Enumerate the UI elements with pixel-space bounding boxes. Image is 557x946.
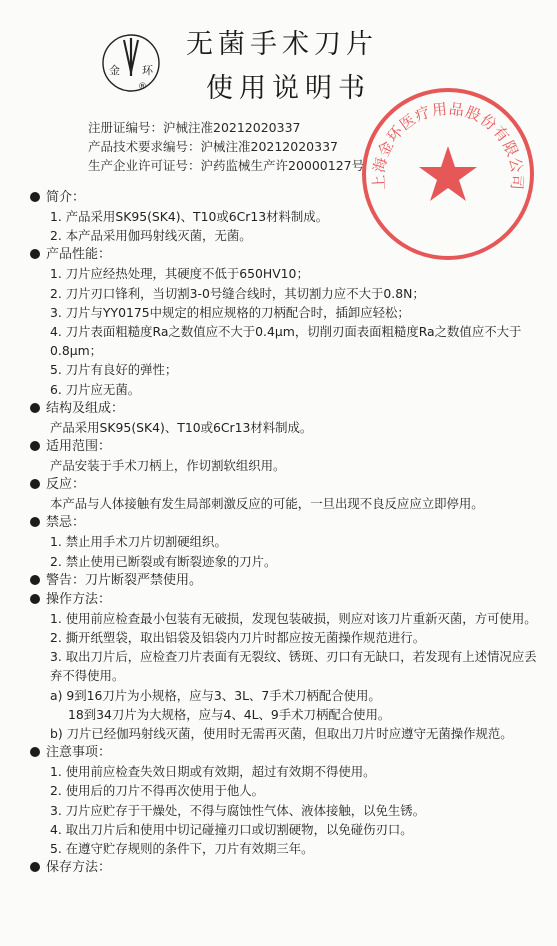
logo-char-right: 环 (142, 64, 153, 77)
section-heading-text: 产品性能： (46, 247, 112, 263)
logo-char-left: 金 (109, 64, 120, 77)
bullet-icon (30, 517, 40, 527)
company-logo (100, 32, 162, 94)
section-line: 3. 刀片与YY0175中规定的相应规格的刀柄配合时，插卸应轻松； (50, 304, 410, 320)
section (30, 571, 545, 590)
section-line: 5. 刀片有良好的弹性； (50, 362, 178, 378)
section-heading-text: 反应： (46, 477, 86, 493)
section-heading (30, 858, 545, 877)
section-line: 1. 使用前应检查失效日期或有效期，超过有效期不得使用。 (50, 764, 376, 780)
section-line: 2. 使用后的刀片不得再次使用于他人。 (50, 783, 265, 799)
section-line: 4. 刀片表面粗糙度Ra之数值应不大于0.4μm，切削刃面表面粗糙度Ra之数值应不大于0.8μm； (50, 324, 522, 359)
section-line: 2. 本产品采用伽玛射线灭菌，无菌。 (50, 228, 252, 244)
section (30, 399, 545, 437)
section-heading-text: 警告：刀片断裂严禁使用。 (46, 572, 203, 588)
seal-ring-text: 上海金环医疗用品股份有限公司 (369, 99, 527, 192)
bullet-icon (30, 575, 40, 585)
section (30, 188, 545, 245)
bullet-icon (30, 249, 40, 259)
section-line: 产品安装于手术刀柄上，作切割软组织用。 (50, 458, 286, 474)
section-line: 1. 刀片应经热处理，其硬度不低于650HV10； (50, 266, 309, 282)
technical-requirement-number: 产品技术要求编号：沪械注准20212020337 (88, 139, 338, 154)
section-heading-text: 结构及组成： (46, 400, 125, 416)
section (30, 858, 545, 877)
section (30, 590, 545, 743)
section-line: 6. 刀片应无菌。 (50, 381, 141, 397)
section-line: 1. 使用前应检查最小包装有无破损，发现包装破损，则应对该刀片重新灭菌，方可使用。 (50, 610, 537, 626)
section-line: 18到34刀片为大规格，应与4、4L、9手术刀柄配合使用。 (68, 706, 391, 722)
section-heading-text: 适用范围： (46, 439, 112, 455)
section-heading-text: 保存方法： (46, 860, 112, 876)
bullet-icon (30, 862, 40, 872)
section-heading (30, 743, 545, 762)
section-heading (30, 513, 545, 532)
section-heading-text: 操作方法： (46, 591, 112, 607)
section-heading (30, 399, 545, 418)
registered-mark: ® (138, 82, 147, 92)
section-heading-text: 注意事项： (46, 745, 112, 761)
instruction-body (30, 188, 545, 877)
document-title: 无菌手术刀片 (186, 29, 378, 60)
section-line: 1. 禁止用手术刀片切割硬组织。 (50, 534, 227, 550)
section-line: a) 9到16刀片为小规格，应与3、3L、7手术刀柄配合使用。 (50, 687, 381, 703)
document-subtitle: 使用说明书 (206, 73, 371, 104)
registration-number: 注册证编号：沪械注准20212020337 (88, 120, 301, 135)
section (30, 437, 545, 475)
section-heading (30, 571, 545, 590)
section-line: 2. 刀片刃口锋利，当切割3-0号缝合线时，其切割力应不大于0.8N； (50, 285, 425, 301)
section-line: 2. 撕开纸塑袋，取出铝袋及铝袋内刀片时都应按无菌操作规范进行。 (50, 630, 426, 646)
section-line: b) 刀片已经伽玛射线灭菌，使用时无需再灭菌，但取出刀片时应遵守无菌操作规范。 (50, 726, 513, 742)
section-line: 2. 禁止使用已断裂或有断裂迹象的刀片。 (50, 553, 277, 569)
bullet-icon (30, 441, 40, 451)
bullet-icon (30, 403, 40, 413)
section-heading-text: 禁忌： (46, 515, 86, 531)
section-line: 1. 产品采用SK95(SK4)、T10或6Cr13材料制成。 (50, 209, 329, 224)
section-line: 5. 在遵守贮存规则的条件下，刀片有效期三年。 (50, 841, 314, 857)
section-heading (30, 475, 545, 494)
section (30, 475, 545, 513)
section-heading (30, 590, 545, 609)
bullet-icon (30, 594, 40, 604)
bullet-icon (30, 747, 40, 757)
section-heading (30, 437, 545, 456)
production-license-number: 生产企业许可证号：沪药监械生产许20000127号 (88, 158, 365, 173)
section-line: 4. 取出刀片后和使用中切记碰撞刃口或切割硬物，以免碰伤刃口。 (50, 821, 413, 837)
bullet-icon (30, 192, 40, 202)
bullet-icon (30, 479, 40, 489)
section-heading (30, 188, 545, 207)
section (30, 513, 545, 570)
section (30, 245, 545, 398)
section-line: 本产品与人体接触有发生局部刺激反应的可能，一旦出现不良反应应立即停用。 (50, 496, 484, 512)
section-line: 产品采用SK95(SK4)、T10或6Cr13材料制成。 (50, 419, 313, 435)
section-line: 3. 刀片应贮存于干燥处，不得与腐蚀性气体、液体接触，以免生锈。 (50, 802, 426, 818)
section-heading (30, 245, 545, 264)
section-line: 3. 取出刀片后，应检查刀片表面有无裂纹、锈斑、刃口有无缺口，若发现有上述情况应丢弃不得使用。 (50, 649, 537, 684)
section (30, 743, 545, 858)
section-heading-text: 简介： (46, 190, 86, 205)
